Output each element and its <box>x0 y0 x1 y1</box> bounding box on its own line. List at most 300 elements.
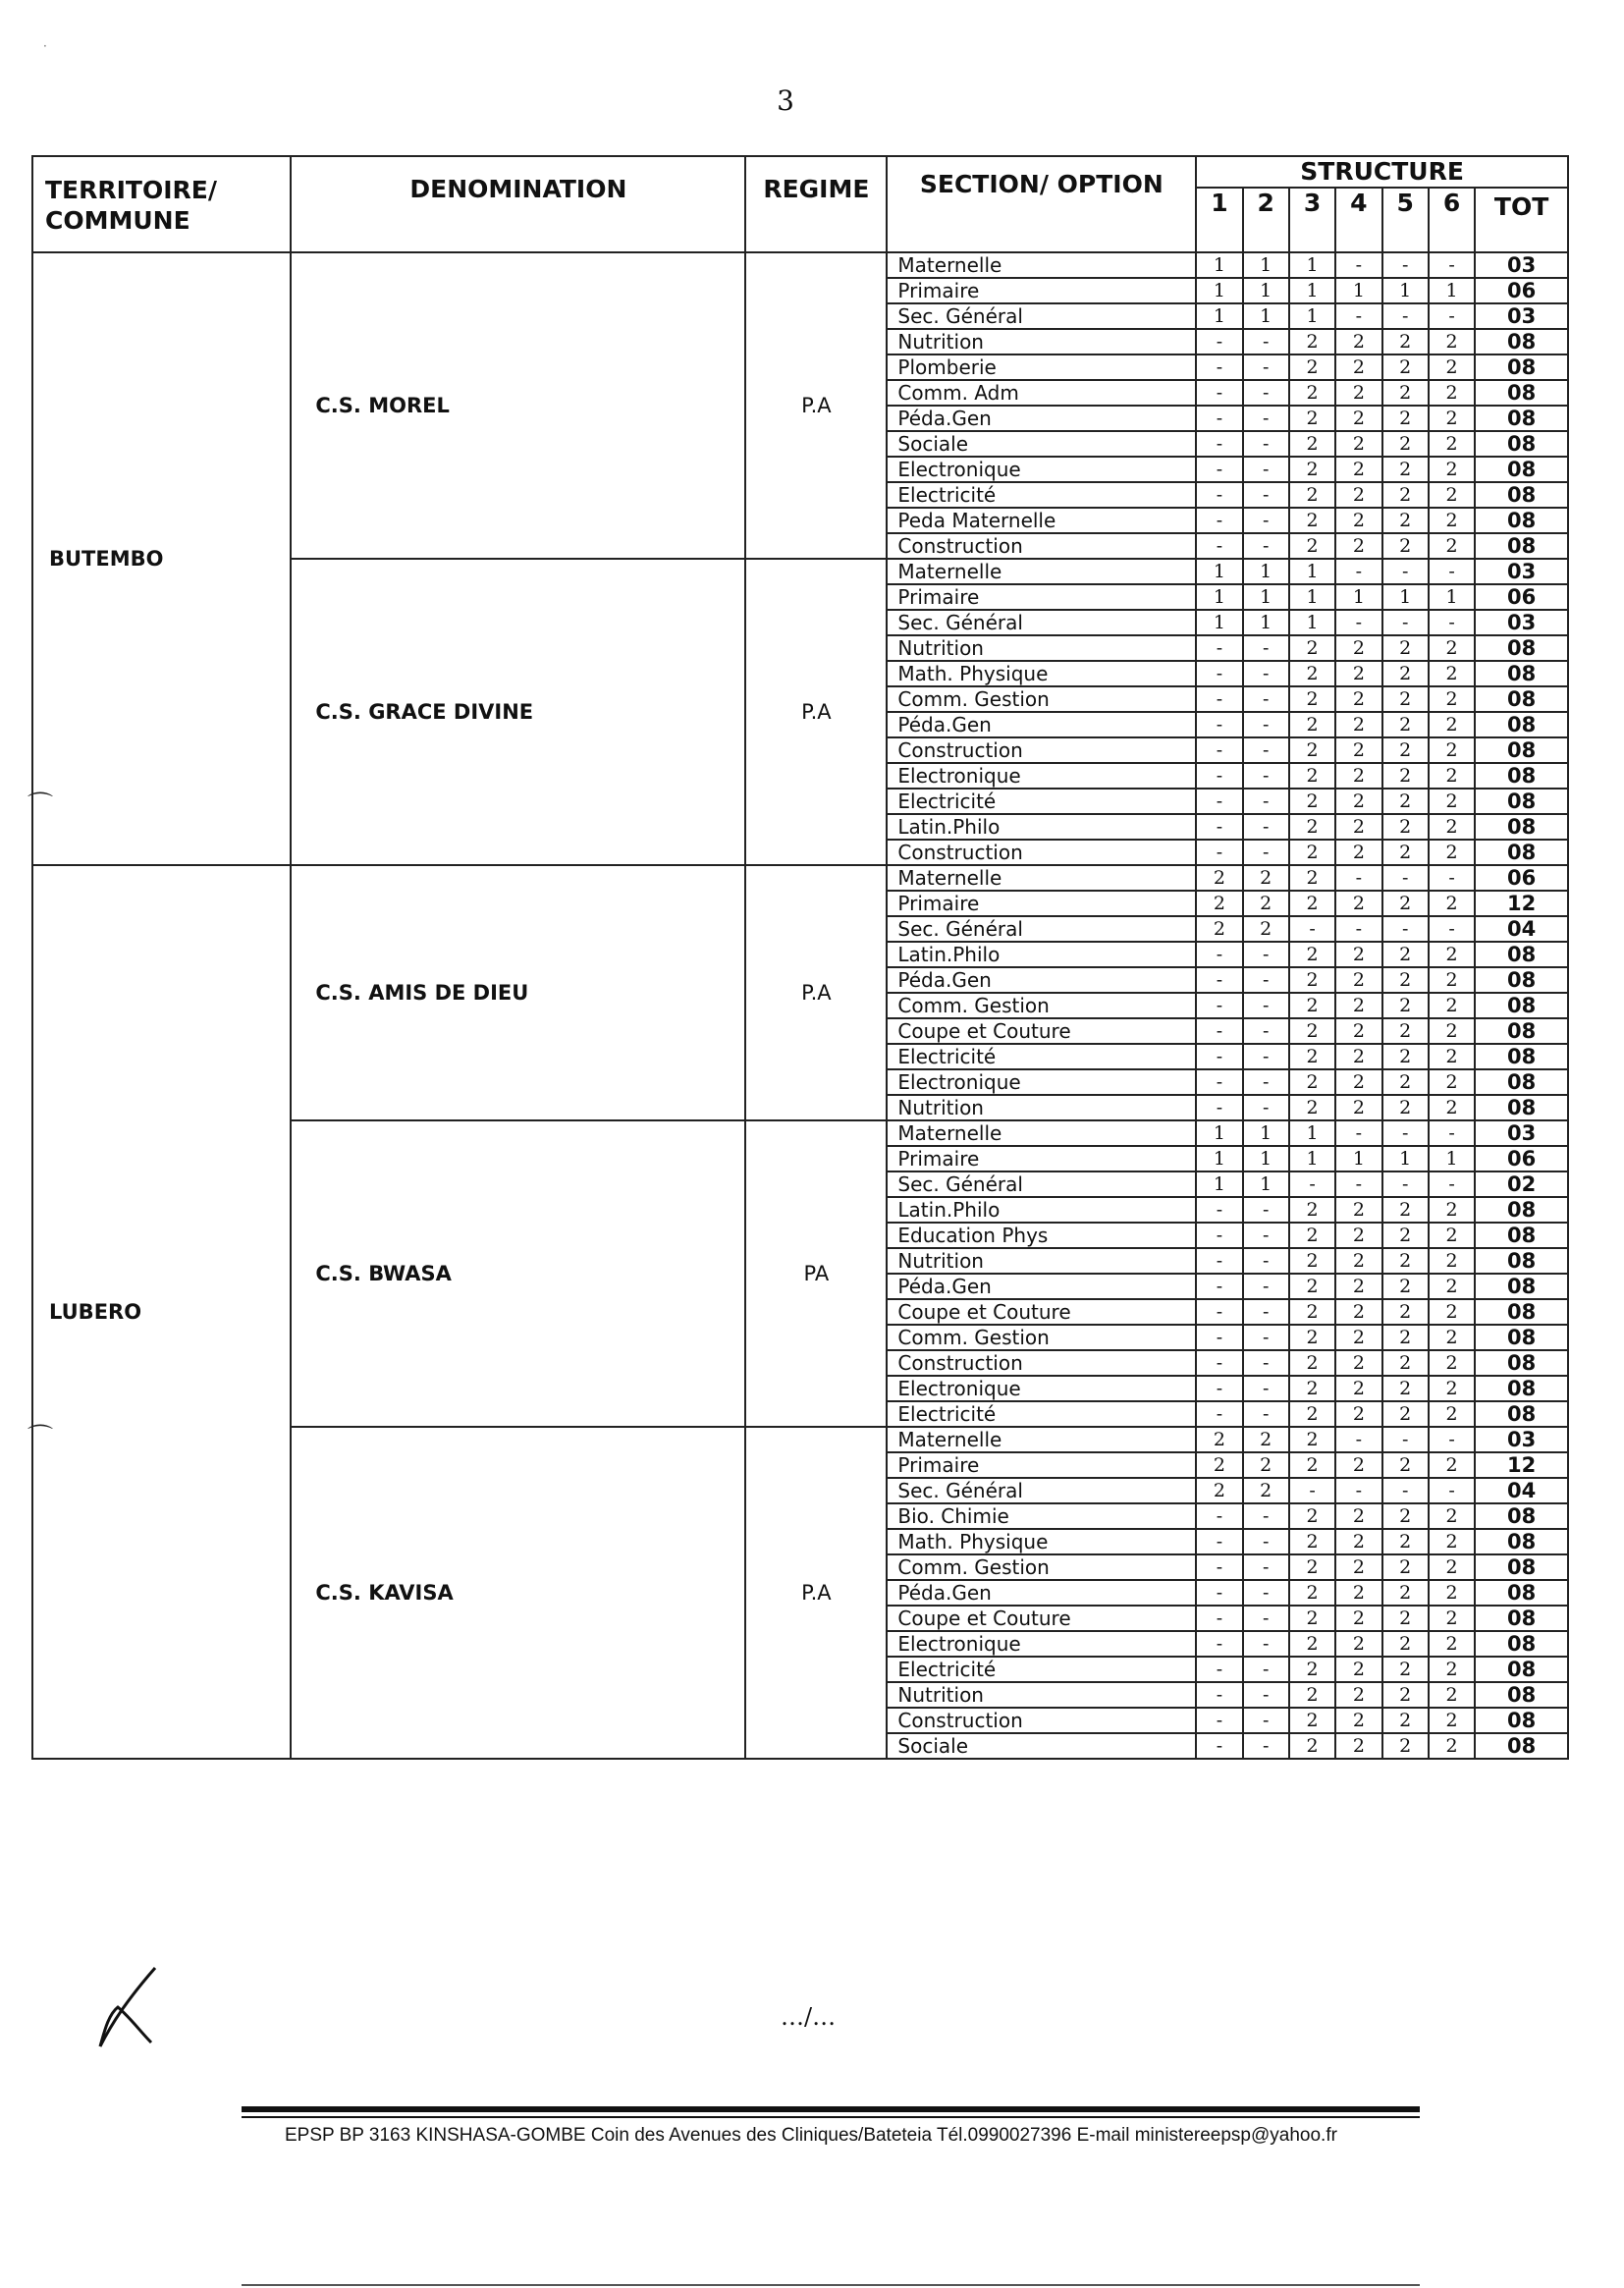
school-name: C.S. GRACE DIVINE <box>291 559 745 865</box>
option-name: Latin.Philo <box>887 1197 1196 1223</box>
option-name: Construction <box>887 1708 1196 1733</box>
level-3-value: 2 <box>1289 1427 1335 1452</box>
level-1-value: 2 <box>1196 865 1242 891</box>
level-6-value: 2 <box>1429 712 1475 737</box>
level-5-value: 2 <box>1382 763 1429 789</box>
level-6-value: 2 <box>1429 1682 1475 1708</box>
option-name: Electronique <box>887 1376 1196 1401</box>
level-2-value: 1 <box>1243 559 1289 584</box>
level-6-value: 2 <box>1429 1069 1475 1095</box>
total-value: 08 <box>1475 380 1568 406</box>
level-4-value: 2 <box>1335 1248 1381 1274</box>
level-3-value: 1 <box>1289 1146 1335 1171</box>
level-3-value: 2 <box>1289 431 1335 457</box>
total-value: 03 <box>1475 1427 1568 1452</box>
option-name: Sec. Général <box>887 610 1196 635</box>
level-1-value: - <box>1196 1529 1242 1554</box>
level-2-value: - <box>1243 1631 1289 1657</box>
level-5-value: 2 <box>1382 1503 1429 1529</box>
level-2-value: 1 <box>1243 1146 1289 1171</box>
level-6-value: 2 <box>1429 763 1475 789</box>
level-2-value: - <box>1243 508 1289 533</box>
level-6-value: - <box>1429 252 1475 278</box>
level-4-value: 2 <box>1335 482 1381 508</box>
level-4-value: 2 <box>1335 1606 1381 1631</box>
level-6-value: 2 <box>1429 1580 1475 1606</box>
level-5-value: 2 <box>1382 1223 1429 1248</box>
option-name: Construction <box>887 533 1196 559</box>
level-3-value: 2 <box>1289 354 1335 380</box>
level-5-value: 2 <box>1382 1325 1429 1350</box>
level-2-value: - <box>1243 814 1289 840</box>
option-name: Péda.Gen <box>887 712 1196 737</box>
level-6-value: 2 <box>1429 329 1475 354</box>
level-1-value: - <box>1196 1095 1242 1120</box>
table-row <box>32 865 1568 891</box>
level-1-value: - <box>1196 482 1242 508</box>
level-3-value: 2 <box>1289 661 1335 686</box>
level-4-value: 2 <box>1335 891 1381 916</box>
level-3-value: 2 <box>1289 789 1335 814</box>
level-4-value: 2 <box>1335 533 1381 559</box>
header-level-4: 4 <box>1335 188 1381 252</box>
level-1-value: - <box>1196 431 1242 457</box>
level-2-value: - <box>1243 1733 1289 1759</box>
level-2-value: - <box>1243 1376 1289 1401</box>
level-3-value: 2 <box>1289 406 1335 431</box>
level-1-value: 1 <box>1196 278 1242 303</box>
level-4-value: 2 <box>1335 508 1381 533</box>
total-value: 08 <box>1475 1682 1568 1708</box>
total-value: 03 <box>1475 252 1568 278</box>
option-name: Bio. Chimie <box>887 1503 1196 1529</box>
level-6-value: 2 <box>1429 380 1475 406</box>
option-name: Péda.Gen <box>887 1580 1196 1606</box>
level-3-value: 2 <box>1289 1248 1335 1274</box>
level-3-value: 2 <box>1289 1044 1335 1069</box>
level-2-value: 1 <box>1243 610 1289 635</box>
total-value: 08 <box>1475 789 1568 814</box>
level-3-value: 2 <box>1289 1452 1335 1478</box>
level-5-value: 2 <box>1382 635 1429 661</box>
territoire-cell: LUBERO <box>32 865 291 1759</box>
level-1-value: 1 <box>1196 1171 1242 1197</box>
level-3-value: 1 <box>1289 303 1335 329</box>
level-1-value: - <box>1196 1554 1242 1580</box>
level-4-value: 2 <box>1335 457 1381 482</box>
level-4-value: 2 <box>1335 1069 1381 1095</box>
option-name: Comm. Gestion <box>887 686 1196 712</box>
level-3-value: 1 <box>1289 559 1335 584</box>
level-5-value: 2 <box>1382 1657 1429 1682</box>
level-3-value: 2 <box>1289 942 1335 967</box>
level-5-value: 2 <box>1382 1708 1429 1733</box>
option-name: Electronique <box>887 1631 1196 1657</box>
level-3-value: 2 <box>1289 1401 1335 1427</box>
level-2-value: - <box>1243 329 1289 354</box>
level-3-value: 2 <box>1289 1503 1335 1529</box>
total-value: 03 <box>1475 610 1568 635</box>
level-5-value: 2 <box>1382 1554 1429 1580</box>
level-2-value: 2 <box>1243 1452 1289 1478</box>
level-1-value: - <box>1196 1682 1242 1708</box>
level-6-value: 2 <box>1429 1554 1475 1580</box>
level-4-value: - <box>1335 1427 1381 1452</box>
level-6-value: 2 <box>1429 1606 1475 1631</box>
level-6-value: 2 <box>1429 406 1475 431</box>
total-value: 08 <box>1475 1401 1568 1427</box>
level-2-value: 1 <box>1243 252 1289 278</box>
level-4-value: 2 <box>1335 1044 1381 1069</box>
level-6-value: 2 <box>1429 840 1475 865</box>
total-value: 08 <box>1475 635 1568 661</box>
level-5-value: - <box>1382 559 1429 584</box>
level-1-value: - <box>1196 1223 1242 1248</box>
level-5-value: 2 <box>1382 380 1429 406</box>
total-value: 08 <box>1475 1554 1568 1580</box>
level-5-value: 2 <box>1382 1452 1429 1478</box>
level-6-value: 2 <box>1429 1529 1475 1554</box>
level-1-value: 1 <box>1196 1146 1242 1171</box>
total-value: 08 <box>1475 457 1568 482</box>
level-6-value: 2 <box>1429 1452 1475 1478</box>
school-name: C.S. KAVISA <box>291 1427 745 1759</box>
option-name: Primaire <box>887 278 1196 303</box>
school-regime: PA <box>745 1120 887 1427</box>
level-1-value: - <box>1196 1580 1242 1606</box>
header-level-6: 6 <box>1429 188 1475 252</box>
option-name: Coupe et Couture <box>887 1606 1196 1631</box>
level-2-value: - <box>1243 1325 1289 1350</box>
total-value: 08 <box>1475 329 1568 354</box>
total-value: 06 <box>1475 865 1568 891</box>
option-name: Maternelle <box>887 1427 1196 1452</box>
level-6-value: 2 <box>1429 533 1475 559</box>
level-2-value: - <box>1243 1069 1289 1095</box>
header-level-5: 5 <box>1382 188 1429 252</box>
level-4-value: 1 <box>1335 278 1381 303</box>
level-6-value: 2 <box>1429 1350 1475 1376</box>
option-name: Construction <box>887 840 1196 865</box>
level-2-value: - <box>1243 840 1289 865</box>
level-3-value: 2 <box>1289 635 1335 661</box>
total-value: 08 <box>1475 431 1568 457</box>
level-5-value: 2 <box>1382 406 1429 431</box>
option-name: Electronique <box>887 763 1196 789</box>
option-name: Latin.Philo <box>887 942 1196 967</box>
level-4-value: 2 <box>1335 1350 1381 1376</box>
level-4-value: 2 <box>1335 763 1381 789</box>
level-2-value: - <box>1243 1606 1289 1631</box>
level-5-value: 2 <box>1382 508 1429 533</box>
level-2-value: 1 <box>1243 1171 1289 1197</box>
level-6-value: 2 <box>1429 354 1475 380</box>
level-2-value: - <box>1243 737 1289 763</box>
level-2-value: - <box>1243 686 1289 712</box>
level-2-value: - <box>1243 1350 1289 1376</box>
territoire-cell: BUTEMBO <box>32 252 291 865</box>
level-2-value: - <box>1243 967 1289 993</box>
level-1-value: - <box>1196 840 1242 865</box>
level-1-value: - <box>1196 686 1242 712</box>
level-1-value: - <box>1196 1197 1242 1223</box>
level-6-value: 2 <box>1429 1248 1475 1274</box>
level-5-value: 2 <box>1382 329 1429 354</box>
level-2-value: - <box>1243 533 1289 559</box>
level-5-value: 2 <box>1382 1095 1429 1120</box>
level-5-value: 2 <box>1382 942 1429 967</box>
level-1-value: 1 <box>1196 584 1242 610</box>
level-5-value: 2 <box>1382 686 1429 712</box>
level-5-value: 2 <box>1382 1529 1429 1554</box>
level-4-value: 2 <box>1335 1274 1381 1299</box>
level-1-value: 2 <box>1196 1452 1242 1478</box>
level-3-value: 2 <box>1289 1376 1335 1401</box>
total-value: 08 <box>1475 1044 1568 1069</box>
total-value: 08 <box>1475 661 1568 686</box>
level-1-value: - <box>1196 763 1242 789</box>
corner-marks: · <box>43 39 47 53</box>
level-2-value: 1 <box>1243 303 1289 329</box>
option-name: Electricité <box>887 1044 1196 1069</box>
level-5-value: 2 <box>1382 533 1429 559</box>
total-value: 08 <box>1475 942 1568 967</box>
option-name: Primaire <box>887 1452 1196 1478</box>
level-1-value: - <box>1196 1248 1242 1274</box>
level-3-value: 2 <box>1289 1325 1335 1350</box>
total-value: 08 <box>1475 1708 1568 1733</box>
option-name: Primaire <box>887 1146 1196 1171</box>
total-value: 08 <box>1475 1018 1568 1044</box>
level-4-value: 2 <box>1335 1631 1381 1657</box>
level-4-value: 2 <box>1335 840 1381 865</box>
level-4-value: 1 <box>1335 1146 1381 1171</box>
level-5-value: 2 <box>1382 354 1429 380</box>
total-value: 08 <box>1475 354 1568 380</box>
option-name: Nutrition <box>887 1682 1196 1708</box>
level-5-value: - <box>1382 610 1429 635</box>
level-5-value: 1 <box>1382 278 1429 303</box>
level-3-value: 2 <box>1289 329 1335 354</box>
total-value: 03 <box>1475 303 1568 329</box>
level-5-value: 2 <box>1382 891 1429 916</box>
option-name: Maternelle <box>887 1120 1196 1146</box>
option-name: Electricité <box>887 1401 1196 1427</box>
level-6-value: 2 <box>1429 482 1475 508</box>
total-value: 08 <box>1475 1223 1568 1248</box>
total-value: 06 <box>1475 1146 1568 1171</box>
level-6-value: - <box>1429 303 1475 329</box>
level-4-value: 2 <box>1335 1197 1381 1223</box>
option-name: Comm. Gestion <box>887 1554 1196 1580</box>
level-4-value: - <box>1335 865 1381 891</box>
level-1-value: 1 <box>1196 303 1242 329</box>
handwritten-signature <box>94 1964 173 2052</box>
margin-mark: ⌒ <box>27 791 54 821</box>
level-6-value: 2 <box>1429 942 1475 967</box>
level-5-value: 2 <box>1382 1197 1429 1223</box>
level-4-value: 2 <box>1335 1682 1381 1708</box>
level-3-value: 2 <box>1289 1018 1335 1044</box>
total-value: 08 <box>1475 967 1568 993</box>
level-2-value: - <box>1243 993 1289 1018</box>
header-denomination: DENOMINATION <box>291 156 745 252</box>
level-2-value: - <box>1243 1503 1289 1529</box>
total-value: 08 <box>1475 1529 1568 1554</box>
option-name: Electricité <box>887 1657 1196 1682</box>
level-3-value: 1 <box>1289 1120 1335 1146</box>
total-value: 08 <box>1475 1376 1568 1401</box>
level-1-value: - <box>1196 635 1242 661</box>
level-4-value: 2 <box>1335 1299 1381 1325</box>
level-1-value: - <box>1196 1018 1242 1044</box>
level-4-value: 1 <box>1335 584 1381 610</box>
total-value: 02 <box>1475 1171 1568 1197</box>
total-value: 08 <box>1475 814 1568 840</box>
level-5-value: - <box>1382 252 1429 278</box>
option-name: Primaire <box>887 584 1196 610</box>
level-2-value: 1 <box>1243 1120 1289 1146</box>
total-value: 08 <box>1475 1095 1568 1120</box>
level-1-value: - <box>1196 1657 1242 1682</box>
level-1-value: - <box>1196 1606 1242 1631</box>
level-6-value: 1 <box>1429 278 1475 303</box>
level-6-value: - <box>1429 610 1475 635</box>
total-value: 04 <box>1475 1478 1568 1503</box>
total-value: 06 <box>1475 278 1568 303</box>
header-level-1: 1 <box>1196 188 1242 252</box>
total-value: 08 <box>1475 1631 1568 1657</box>
level-1-value: - <box>1196 1299 1242 1325</box>
level-6-value: - <box>1429 1171 1475 1197</box>
total-value: 08 <box>1475 763 1568 789</box>
school-name: C.S. BWASA <box>291 1120 745 1427</box>
level-1-value: 2 <box>1196 1427 1242 1452</box>
level-2-value: - <box>1243 380 1289 406</box>
level-5-value: 2 <box>1382 737 1429 763</box>
level-2-value: 2 <box>1243 1427 1289 1452</box>
level-2-value: - <box>1243 1018 1289 1044</box>
level-3-value: - <box>1289 1171 1335 1197</box>
level-4-value: - <box>1335 916 1381 942</box>
level-1-value: - <box>1196 406 1242 431</box>
level-3-value: 1 <box>1289 584 1335 610</box>
option-name: Sec. Général <box>887 1171 1196 1197</box>
level-5-value: - <box>1382 1171 1429 1197</box>
level-4-value: 2 <box>1335 1452 1381 1478</box>
total-value: 08 <box>1475 482 1568 508</box>
option-name: Plomberie <box>887 354 1196 380</box>
level-3-value: 2 <box>1289 1197 1335 1223</box>
level-2-value: - <box>1243 1529 1289 1554</box>
level-4-value: - <box>1335 303 1381 329</box>
level-6-value: 2 <box>1429 508 1475 533</box>
level-4-value: 2 <box>1335 1223 1381 1248</box>
total-value: 08 <box>1475 1325 1568 1350</box>
level-5-value: 1 <box>1382 1146 1429 1171</box>
total-value: 04 <box>1475 916 1568 942</box>
level-3-value: - <box>1289 916 1335 942</box>
option-name: Electricité <box>887 789 1196 814</box>
level-6-value: 2 <box>1429 457 1475 482</box>
option-name: Sec. Général <box>887 916 1196 942</box>
level-4-value: 2 <box>1335 380 1381 406</box>
option-name: Electronique <box>887 457 1196 482</box>
level-6-value: 2 <box>1429 1095 1475 1120</box>
level-6-value: 2 <box>1429 1274 1475 1299</box>
level-5-value: - <box>1382 1120 1429 1146</box>
total-value: 08 <box>1475 508 1568 533</box>
level-2-value: 1 <box>1243 584 1289 610</box>
level-4-value: 2 <box>1335 1580 1381 1606</box>
level-4-value: 2 <box>1335 993 1381 1018</box>
level-4-value: 2 <box>1335 1325 1381 1350</box>
level-3-value: 2 <box>1289 712 1335 737</box>
level-4-value: 2 <box>1335 789 1381 814</box>
level-3-value: 2 <box>1289 865 1335 891</box>
level-6-value: 2 <box>1429 891 1475 916</box>
school-regime: P.A <box>745 865 887 1120</box>
level-4-value: 2 <box>1335 942 1381 967</box>
total-value: 03 <box>1475 1120 1568 1146</box>
level-4-value: 2 <box>1335 354 1381 380</box>
level-5-value: 2 <box>1382 457 1429 482</box>
level-3-value: 2 <box>1289 1580 1335 1606</box>
level-5-value: 2 <box>1382 1248 1429 1274</box>
option-name: Maternelle <box>887 559 1196 584</box>
level-3-value: 1 <box>1289 278 1335 303</box>
level-3-value: 2 <box>1289 814 1335 840</box>
level-1-value: - <box>1196 712 1242 737</box>
continuation-mark: …/… <box>781 2003 837 2031</box>
level-3-value: 2 <box>1289 482 1335 508</box>
level-6-value: 2 <box>1429 993 1475 1018</box>
level-5-value: 2 <box>1382 1401 1429 1427</box>
total-value: 08 <box>1475 1069 1568 1095</box>
level-4-value: - <box>1335 252 1381 278</box>
level-1-value: - <box>1196 380 1242 406</box>
total-value: 08 <box>1475 1606 1568 1631</box>
level-5-value: 2 <box>1382 1606 1429 1631</box>
level-5-value: - <box>1382 865 1429 891</box>
option-name: Electricité <box>887 482 1196 508</box>
option-name: Péda.Gen <box>887 1274 1196 1299</box>
level-2-value: 2 <box>1243 865 1289 891</box>
level-3-value: 2 <box>1289 1657 1335 1682</box>
level-5-value: 2 <box>1382 1580 1429 1606</box>
option-name: Comm. Gestion <box>887 1325 1196 1350</box>
level-4-value: 2 <box>1335 1503 1381 1529</box>
level-3-value: 2 <box>1289 380 1335 406</box>
option-name: Peda Maternelle <box>887 508 1196 533</box>
level-2-value: - <box>1243 1682 1289 1708</box>
level-2-value: - <box>1243 1708 1289 1733</box>
level-5-value: 2 <box>1382 431 1429 457</box>
option-name: Nutrition <box>887 329 1196 354</box>
level-2-value: - <box>1243 406 1289 431</box>
total-value: 03 <box>1475 559 1568 584</box>
total-value: 08 <box>1475 1503 1568 1529</box>
option-name: Péda.Gen <box>887 406 1196 431</box>
level-1-value: - <box>1196 354 1242 380</box>
level-1-value: - <box>1196 329 1242 354</box>
level-2-value: 1 <box>1243 278 1289 303</box>
level-4-value: - <box>1335 559 1381 584</box>
level-6-value: 2 <box>1429 1503 1475 1529</box>
level-5-value: 2 <box>1382 1299 1429 1325</box>
level-2-value: - <box>1243 635 1289 661</box>
option-name: Sociale <box>887 431 1196 457</box>
